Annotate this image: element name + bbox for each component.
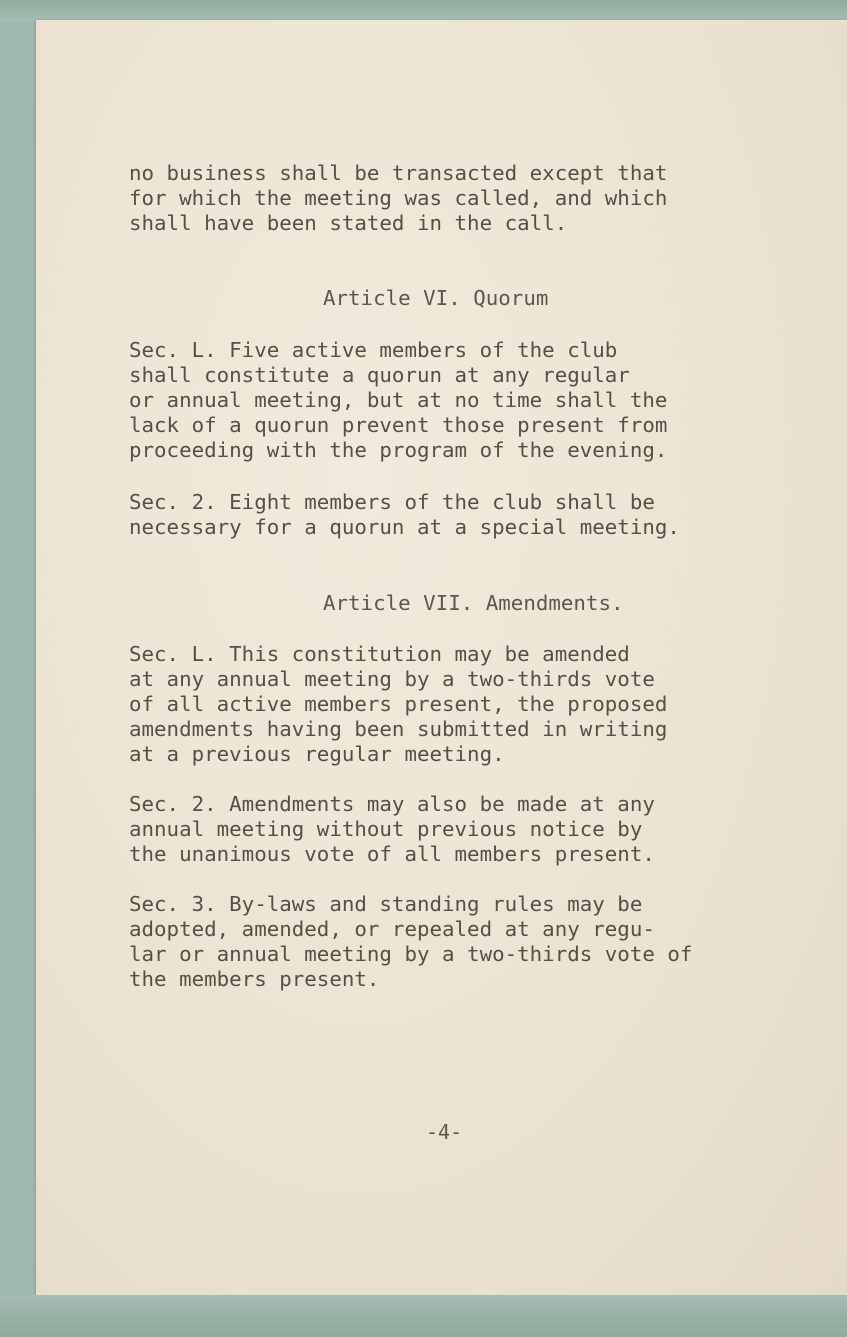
body-line: shall have been stated in the call. <box>129 211 568 235</box>
article-vi-sec1-line: shall constitute a quorun at any regular <box>129 363 630 387</box>
article-vi-sec1-line: Sec. L. Five active members of the club <box>129 338 618 362</box>
body-line: for which the meeting was called, and which <box>129 186 668 210</box>
article-vi-sec2-line: Sec. 2. Eight members of the club shall be <box>129 490 655 514</box>
background-mat-top <box>0 0 847 22</box>
body-line: no business shall be transacted except that <box>129 161 668 185</box>
article-vii-sec3-line: adopted, amended, or repealed at any regu- <box>129 917 655 941</box>
background-mat-bottom <box>0 1295 847 1337</box>
article-vii-sec2-line: the unanimous vote of all members present. <box>129 842 655 866</box>
article-vii-sec2-line: annual meeting without previous notice by <box>129 817 643 841</box>
article-vii-sec1-line: of all active members present, the proposed <box>129 692 668 716</box>
page-number: -4- <box>426 1120 463 1144</box>
article-vii-sec1-line: at a previous regular meeting. <box>129 742 505 766</box>
article-vii-sec3-line: lar or annual meeting by a two-thirds vote of <box>129 942 693 966</box>
article-vii-sec2-line: Sec. 2. Amendments may also be made at any <box>129 792 655 816</box>
document-page <box>36 20 847 1296</box>
article-vii-sec1-line: Sec. L. This constitution may be amended <box>129 642 630 666</box>
article-vi-sec1-line: or annual meeting, but at no time shall the <box>129 388 668 412</box>
article-vi-sec2-line: necessary for a quorun at a special meeting. <box>129 515 680 539</box>
article-vi-heading: Article VI. Quorum <box>323 286 549 310</box>
article-vii-sec1-line: amendments having been submitted in writing <box>129 717 668 741</box>
article-vii-heading: Article VII. Amendments. <box>323 591 624 615</box>
article-vi-sec1-line: proceeding with the program of the evening. <box>129 438 668 462</box>
article-vi-sec1-line: lack of a quorun prevent those present from <box>129 413 668 437</box>
article-vii-sec1-line: at any annual meeting by a two-thirds vote <box>129 667 655 691</box>
article-vii-sec3-line: Sec. 3. By-laws and standing rules may be <box>129 892 643 916</box>
article-vii-sec3-line: the members present. <box>129 967 380 991</box>
